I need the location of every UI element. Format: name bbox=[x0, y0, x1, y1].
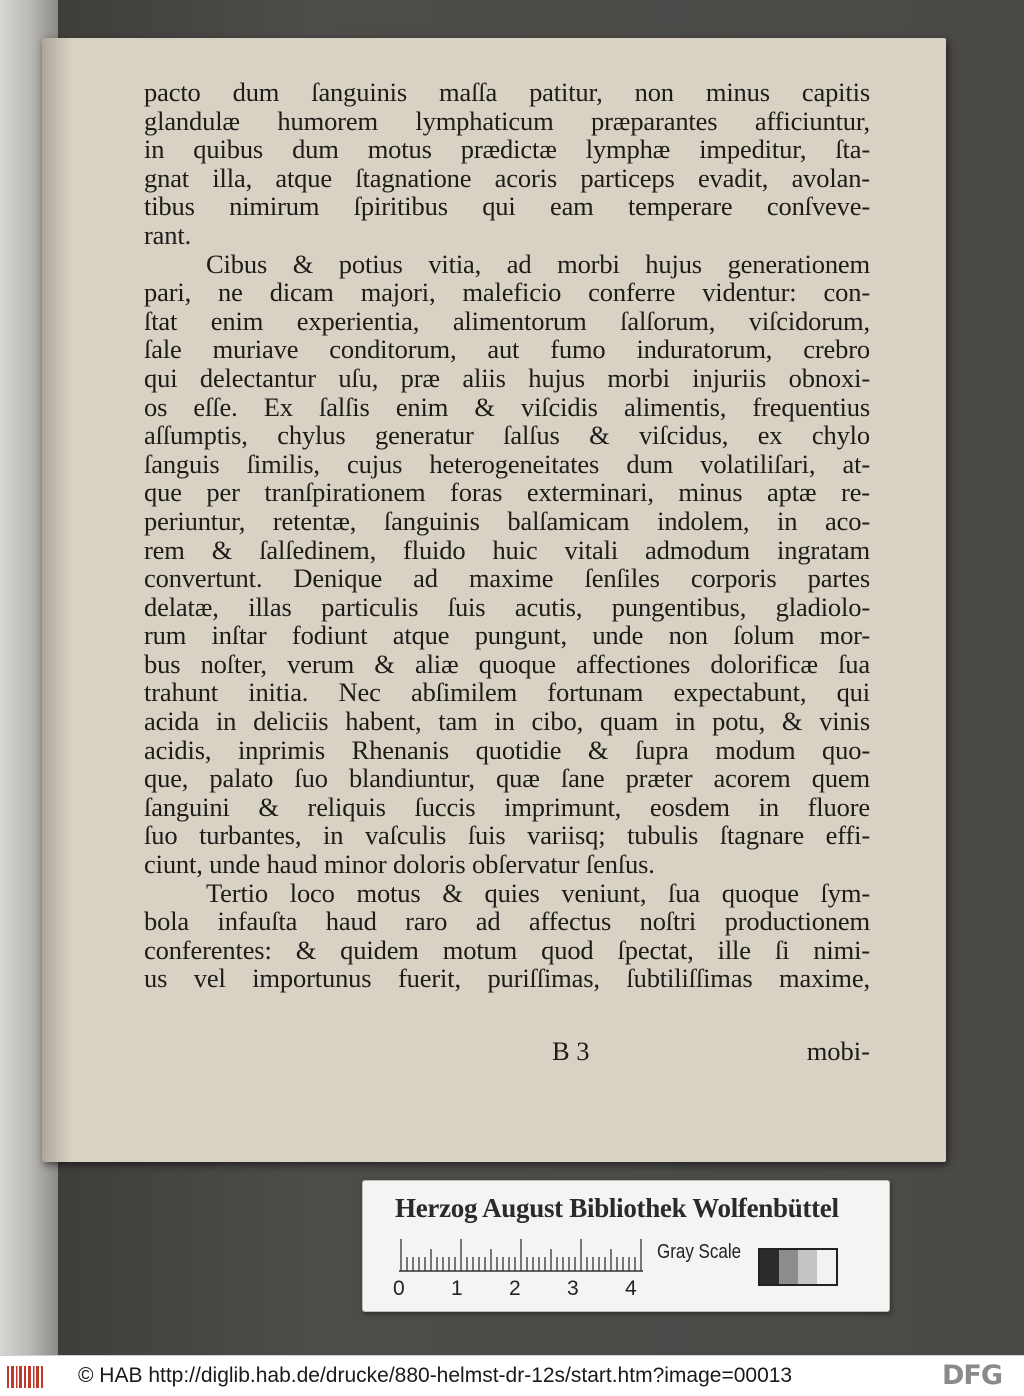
ruler-label: 3 bbox=[567, 1277, 579, 1300]
text-line: periuntur, retentæ, ſanguinis balſamicam indolem, in aco- bbox=[144, 505, 870, 536]
text-line: ſuo turbantes, in vaſculis ſuis variisq; tubulis ſtagnare effi- bbox=[144, 820, 870, 851]
ruler-label: 2 bbox=[509, 1277, 521, 1300]
text-line: acida in deliciis habent, tam in cibo, quam in potu, & vinis bbox=[144, 706, 870, 737]
text-line: glandulæ humorem lymphaticum præparantes afficiuntur, bbox=[144, 105, 870, 136]
text-line: delatæ, illas particulis ſuis acutis, pungentibus, gladiolo- bbox=[144, 591, 870, 622]
text-line: rum inſtar fodiunt atque pungunt, unde non ſolum mor- bbox=[144, 620, 870, 651]
copyright-link[interactable]: © HAB http://diglib.hab.de/drucke/880-helmst-dr-12s/start.htm?image=00013 bbox=[78, 1364, 793, 1387]
viewer-footer bbox=[0, 1355, 1024, 1396]
text-line: bus noſter, verum & aliæ quoque affectiones dolorificæ ſua bbox=[144, 648, 870, 679]
ruler-label: 4 bbox=[625, 1277, 637, 1300]
book-page bbox=[42, 38, 946, 1162]
barcode-icon bbox=[6, 1364, 46, 1390]
text-line: gnat illa, atque ſtagnatione acoris particeps evadit, avolan- bbox=[144, 162, 870, 193]
text-line: ſale muriave conditorum, aut fumo induratorum, crebro bbox=[144, 334, 870, 365]
text-line: acidis, inprimis Rhenanis quotidie & ſupra modum quo- bbox=[144, 734, 870, 765]
gray-swatch bbox=[798, 1250, 817, 1284]
ruler-label: 1 bbox=[451, 1277, 463, 1300]
signature-mark: B 3 bbox=[552, 1036, 590, 1066]
text-line: us vel importunus fuerit, puriſſimas, ſubtiliſſimas maxime, bbox=[144, 963, 870, 994]
text-line: tibus nimirum ſpiritibus qui eam temperare conſveve- bbox=[144, 191, 870, 222]
page-footer-line bbox=[144, 1036, 870, 1066]
text-line: aſſumptis, chylus generatur ſalſus & viſcidus, ex chylo bbox=[144, 420, 870, 451]
text-line: que, palato ſuo blandiuntur, quæ ſane præter acorem quem bbox=[144, 763, 870, 794]
library-title: Herzog August Bibliothek Wolfenbüttel bbox=[395, 1193, 839, 1223]
text-line: pacto dum ſanguinis maſſa patitur, non minus capitis bbox=[144, 77, 870, 107]
text-line: ſanguini & reliquis ſuccis imprimunt, eosdem in fluore bbox=[144, 791, 870, 822]
gray-swatch bbox=[760, 1250, 779, 1284]
ruler-labels bbox=[391, 1277, 661, 1303]
text-line: convertunt. Denique ad maxime ſenſiles corporis partes bbox=[144, 563, 870, 594]
ruler-scale-icon bbox=[399, 1237, 643, 1273]
gray-swatch bbox=[817, 1250, 836, 1284]
text-line: ſanguis ſimilis, cujus heterogeneitates dum volatiliſari, at- bbox=[144, 448, 870, 479]
catchword: mobi- bbox=[806, 1036, 870, 1066]
text-line: os eſſe. Ex ſalſis enim & viſcidis alimentis, frequentius bbox=[144, 391, 870, 422]
text-line: bola infauſta haud raro ad affectus noſtri productionem bbox=[144, 906, 870, 937]
ruler-label: 0 bbox=[393, 1277, 405, 1300]
text-line: Tertio loco motus & quies veniunt, ſua quoque ſym- bbox=[206, 877, 870, 908]
text-line: in quibus dum motus prædictæ lymphæ impeditur, ſta- bbox=[144, 134, 870, 165]
dfg-logo: DFG bbox=[942, 1360, 1003, 1391]
text-line: pari, ne dicam majori, maleficio conferre videntur: con- bbox=[144, 277, 870, 308]
text-line: rant. bbox=[144, 219, 192, 250]
color-calibration-bar bbox=[362, 1180, 890, 1312]
gray-swatch bbox=[779, 1250, 798, 1284]
text-line: ciunt, unde haud minor doloris obſervatur ſenſus. bbox=[144, 849, 655, 880]
text-line: trahunt initia. Nec abſimilem fortunam expectabunt, qui bbox=[144, 677, 870, 708]
text-line: Cibus & potius vitia, ad morbi hujus generationem bbox=[206, 248, 870, 279]
text-line: que per tranſpirationem foras exterminari, minus aptæ re- bbox=[144, 477, 870, 508]
gray-scale-label: Gray Scale bbox=[657, 1241, 742, 1263]
gray-scale-swatches bbox=[758, 1248, 838, 1286]
page-text-block bbox=[144, 78, 870, 993]
text-line: qui delectantur uſu, præ aliis hujus morbi injuriis obnoxi- bbox=[144, 362, 870, 393]
text-line: ſtat enim experientia, alimentorum ſalſorum, viſcidorum, bbox=[144, 305, 870, 336]
text-line: rem & ſalſedinem, fluido huic vitali admodum ingratam bbox=[144, 534, 870, 565]
text-line: conferentes: & quidem motum quod ſpectat, ille ſi nimi- bbox=[144, 934, 870, 965]
